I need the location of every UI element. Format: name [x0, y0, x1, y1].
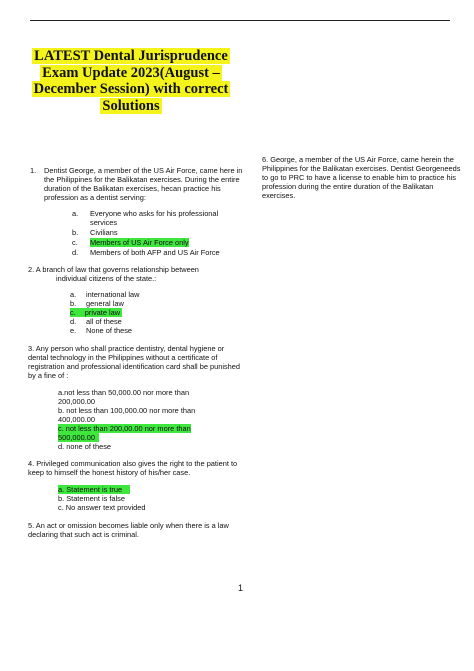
option-text: all of these [86, 317, 122, 326]
question-5 [28, 521, 245, 539]
question-4-options [58, 485, 245, 512]
option-text: Everyone who asks for his professional services [90, 209, 219, 227]
option-label: c. [72, 238, 78, 247]
option-a-line-2: 200,000.00 [58, 397, 95, 406]
option-b: b. Statement is false [58, 494, 125, 503]
option-label: b. [70, 299, 77, 308]
option-item [72, 228, 245, 237]
title-line-3: December Session) with correct [33, 81, 229, 97]
option-c-line-2-highlighted: 500,000.00 [58, 433, 99, 442]
option-text-highlighted: private law [84, 308, 121, 317]
question-2-text-line-1: 2. A branch of law that governs relationship between [28, 265, 199, 274]
question-1-options [72, 209, 245, 257]
option-item [70, 290, 245, 299]
option-text: None of these [86, 326, 133, 335]
option-text: Members of both AFP and US Air Force [90, 248, 220, 257]
left-column [30, 166, 245, 539]
option-d: d. none of these [58, 442, 112, 451]
option-a-line-1: a.not less than 50,000.00 nor more than [58, 388, 190, 397]
document-title [22, 44, 240, 118]
option-label: e. [70, 326, 77, 335]
option-b-line-2: 400,000.00 [58, 415, 95, 424]
question-1-text: Dentist George, a member of the US Air Force, came here in the Philippines for the Balikatan exercises. During the entire duration of the Balikatan exercises, hecan practice his profession as a dentist serving: [44, 166, 243, 202]
option-label: d. [72, 248, 79, 257]
question-1-number: 1. [30, 166, 37, 175]
option-a-highlighted: a. Statement is true [58, 485, 130, 494]
option-label: b. [72, 228, 79, 237]
option-label: a. [70, 290, 77, 299]
option-text: general law [86, 299, 124, 308]
option-item [72, 209, 245, 227]
question-3-options [58, 388, 245, 451]
option-item-correct [70, 308, 245, 317]
option-item [72, 248, 245, 257]
option-label: c. [70, 308, 76, 317]
option-item [70, 326, 245, 335]
option-b-line-1: b. not less than 100,000.00 nor more than [58, 406, 196, 415]
question-6 [262, 155, 467, 200]
question-2-text-line-2: individual citizens of the state.: [56, 274, 157, 283]
option-c: c. No answer text provided [58, 503, 146, 512]
option-item [70, 317, 245, 326]
question-4 [28, 459, 245, 512]
question-3-text: 3. Any person who shall practice dentistry, dental hygiene or dental technology in the Philippines without a certificate of registration and professional identification card shall be punished by a fine of : [28, 344, 240, 380]
option-text: international law [86, 290, 140, 299]
right-column [262, 155, 467, 200]
option-item-correct [72, 238, 245, 247]
question-3 [28, 344, 245, 451]
question-5-text: 5. An act or omission becomes liable only when there is a law declaring that such act is criminal. [28, 521, 229, 539]
page-number: 1 [238, 583, 244, 593]
title-line-2: Exam Update 2023(August – [42, 64, 220, 81]
question-6-text: 6. George, a member of the US Air Force, came herein the Philippines for the Balikatan exercises. Dentist Georgeneeds to go to PRC to have a license to enable him to practice his profession during the entire duration of the Balikatan exercises. [262, 155, 461, 200]
option-label: d. [70, 317, 77, 326]
option-c-line-1-highlighted: c. not less than 200,00.00 nor more than [58, 424, 191, 433]
option-label: a. [72, 209, 79, 218]
question-2-options [70, 290, 245, 335]
option-text: Civilians [90, 228, 118, 237]
option-highlight [70, 308, 122, 317]
title-line-4: Solutions [102, 97, 160, 114]
option-item [70, 299, 245, 308]
option-text-highlighted: Members of US Air Force only [90, 238, 189, 247]
title-line-1: LATEST Dental Jurisprudence [34, 48, 228, 64]
question-4-text: 4. Privileged communication also gives the right to the patient to keep to himself the honest history of his/her case. [28, 459, 238, 477]
question-2 [28, 265, 245, 335]
top-rule [30, 20, 450, 21]
question-1 [30, 166, 245, 257]
